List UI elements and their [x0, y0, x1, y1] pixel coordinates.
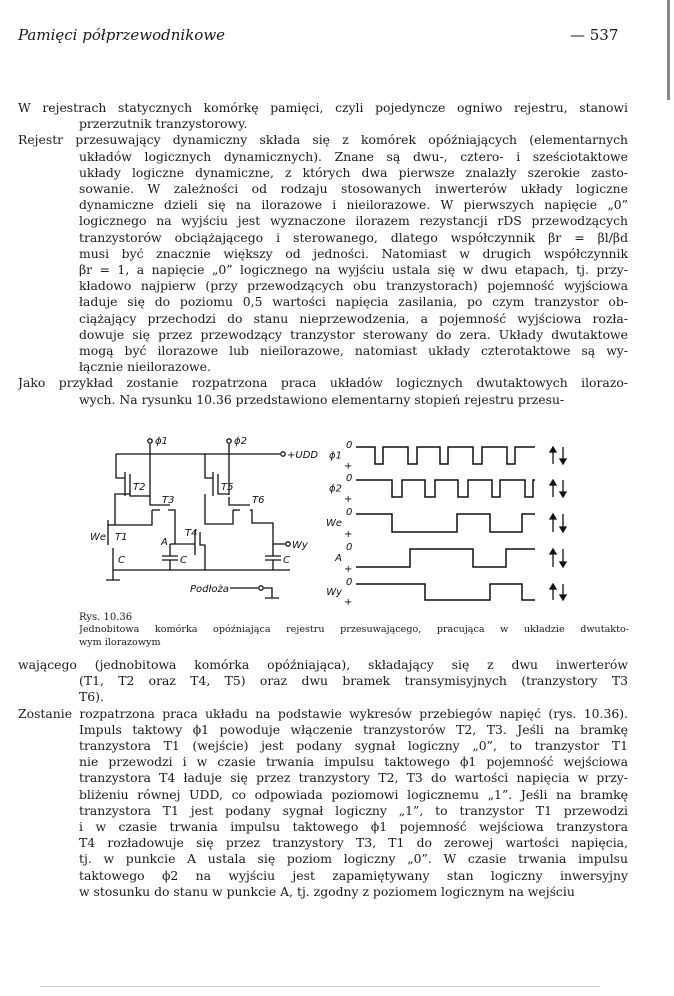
text-line: przerzutnik tranzystorowy. — [79, 116, 248, 132]
text-line: Jako przykład zostanie rozpatrzona praca układów logicznych dwutaktowych ilorazo- — [18, 375, 628, 391]
waveform-plus-label: + — [344, 564, 353, 575]
waveform-name-label: Wy — [326, 587, 342, 598]
text-line: w stosunku do stanu w punkcie A, tj. zgodny z poziomem logicznym na wejściu — [79, 883, 575, 899]
text-line: dynamiczne dzieli się na ilorazowe i nieilorazowe. W pierwszych napięcie „0” — [79, 197, 628, 213]
waveform-wy — [356, 584, 535, 600]
label-a: A — [161, 537, 168, 548]
arrow-up-icon — [550, 549, 556, 567]
waveform-phi1 — [356, 447, 535, 464]
timing-waveforms — [356, 447, 535, 600]
text-line: Impuls taktowy ϕ1 powoduje włączenie tranzystorów T2, T3. Jeśli na bramkę — [79, 721, 628, 737]
label-t6: T6 — [252, 495, 265, 506]
arrow-down-icon — [560, 447, 566, 464]
waveform-zero-label: 0 — [346, 440, 353, 451]
label-t2: T2 — [133, 482, 146, 493]
label-phi2: ϕ2 — [234, 436, 247, 447]
body-text-bottom — [18, 657, 628, 900]
page-number: — 537 — [570, 26, 619, 44]
text-line: Zostanie rozpatrzona praca układu na podstawie wykresów przebiegów napięć (rys. 10.36). — [18, 705, 628, 721]
text-line: sowanie. W zależności od rodzaju stosowanych inwerterów układy logiczne — [79, 181, 628, 197]
body-text-top — [18, 100, 628, 408]
page-bottom-edge — [40, 986, 600, 987]
waveform-labels — [326, 440, 352, 608]
text-line: układy logiczne dynamiczne, z których dwa pierwsze znalazły szerokie zasto- — [79, 164, 628, 180]
waveform-name-label: We — [325, 518, 342, 529]
arrow-up-icon — [550, 584, 556, 600]
text-line: nie przewodzi i w czasie trwania impulsu taktowego ϕ1 pojemność wejściowa — [79, 754, 628, 770]
label-we: We — [90, 532, 107, 543]
label-podloza: Podłoża — [190, 584, 229, 595]
text-line: wającego (jednobitowa komórka opóźniająca), składający się z dwu inwerterów — [18, 657, 628, 672]
direction-arrows — [550, 447, 566, 600]
arrow-up-icon — [550, 447, 556, 464]
page-edge — [667, 0, 670, 100]
text-line: mogą być ilorazowe lub nieilorazowe, natomiast układy czterotaktowe są wy- — [79, 343, 628, 359]
text-line: T6). — [79, 689, 104, 705]
text-line: (T1, T2 oraz T4, T5) oraz dwu bramek transymisyjnych (tranzystory T3 — [79, 673, 628, 689]
label-udd: +UDD — [287, 450, 319, 461]
waveform-zero-label: 0 — [346, 542, 353, 553]
figure-caption — [79, 612, 629, 649]
waveform-plus-label: + — [344, 597, 353, 608]
text-line: ładuje się do poziomu 0,5 wartości napięcia zasilania, po czym tranzystor ob- — [79, 294, 628, 310]
waveform-zero-label: 0 — [346, 577, 353, 588]
label-c3: C — [283, 555, 290, 566]
waveform-plus-label: + — [344, 529, 353, 540]
text-line: ciążający przechodzi do stanu nieprzewodzenia, a pojemność wyjściowa rozła- — [79, 310, 628, 326]
arrow-up-icon — [550, 514, 556, 532]
text-line: tranzystora T4 ładuje się przez tranzystory T2, T3 do wartości napięcia w przy- — [79, 770, 628, 786]
label-wy: Wy — [292, 540, 308, 551]
waveform-plus-label: + — [344, 461, 353, 472]
text-line: bliżeniu równej UDD, co odpowiada poziomowi logicznemu „1”. Jeśli na bramkę — [79, 786, 628, 802]
text-line: logicznego na wyjściu jest wyznaczone ilorazem rezystancji rDS przewodzących — [79, 213, 628, 229]
waveform-phi2 — [356, 480, 535, 497]
arrow-down-icon — [560, 514, 566, 532]
label-t5: T5 — [221, 482, 234, 493]
arrow-down-icon — [560, 584, 566, 600]
waveform-a — [356, 549, 535, 567]
text-line: tranzystorów obciążającego i sterowanego, dlatego współczynnik βr = βl/βd — [79, 229, 628, 245]
text-line: tranzystora T1 (wejście) jest podany sygnał logiczny „0”, to tranzystor T1 — [79, 738, 628, 754]
text-line: musi być znacznie większy od jedności. Natomiast w drugich współczynnik — [79, 245, 628, 261]
label-t4: T4 — [185, 528, 198, 539]
arrow-down-icon — [560, 480, 566, 497]
label-c1: C — [118, 555, 125, 566]
text-line: dowuje się przez przewodzący tranzystor sterowany do zera. Układy dwutaktowe — [79, 326, 628, 342]
text-line: tranzystora T1 jest podany sygnał logiczny „1”, to tranzystor T1 przewodzi — [79, 802, 628, 818]
caption-number: Rys. 10.36 — [79, 612, 133, 623]
waveform-name-label: A — [335, 553, 342, 564]
circuit-diagram — [106, 439, 290, 598]
waveform-plus-label: + — [344, 494, 353, 505]
label-t3: T3 — [162, 495, 175, 506]
text-line: tj. w punkcie A ustala się poziom logiczny „0”. W czasie trwania impulsu — [79, 851, 628, 867]
waveform-zero-label: 0 — [346, 473, 353, 484]
arrow-down-icon — [560, 549, 566, 567]
waveform-name-label: ϕ2 — [329, 483, 342, 495]
label-t1: T1 — [115, 532, 128, 543]
text-line: układów logicznych dynamicznych). Znane są dwu-, cztero- i sześciotaktowe — [79, 148, 628, 164]
arrow-up-icon — [550, 480, 556, 497]
caption-line: wym ilorazowym — [79, 636, 161, 648]
text-line: i w czasie trwania impulsu taktowego ϕ1 pojemność wejściowa tranzystora — [79, 819, 628, 835]
text-line: kładowo najpierw (przy przewodzących obu tranzystorach) pojemność wyjściowa — [79, 278, 628, 294]
circuit-labels — [90, 436, 318, 595]
waveform-zero-label: 0 — [346, 507, 353, 518]
caption-line: Jednobitowa komórka opóźniająca rejestru przesuwającego, pracująca w układzie dwutakto- — [79, 624, 629, 636]
text-line: Rejestr przesuwający dynamiczny składa się z komórek opóźniających (elementarnych — [18, 132, 628, 148]
text-line: βr = 1, a napięcie „0” logicznego na wyjściu ustala się w dwu etapach, tj. przy- — [79, 262, 628, 278]
figure-10-36 — [0, 430, 674, 610]
waveform-name-label: ϕ1 — [329, 450, 342, 462]
label-c2: C — [180, 555, 187, 566]
text-line: łącznie nieilorazowe. — [79, 359, 211, 375]
running-header-title: Pamięci półprzewodnikowe — [18, 26, 226, 44]
waveform-we — [356, 514, 535, 532]
label-phi1: ϕ1 — [155, 436, 168, 447]
text-line: wych. Na rysunku 10.36 przedstawiono elementarny stopień rejestru przesu- — [79, 391, 565, 407]
text-line: T4 rozładowuje się przez tranzystory T3, T1 do zerowej wartości napięcia, — [79, 835, 628, 851]
text-line: taktowego ϕ2 na wyjściu jest zapamiętywany stan logiczny inwersyjny — [79, 867, 628, 883]
text-line: W rejestrach statycznych komórkę pamięci, czyli pojedyncze ogniwo rejestru, stanowi — [18, 100, 628, 115]
